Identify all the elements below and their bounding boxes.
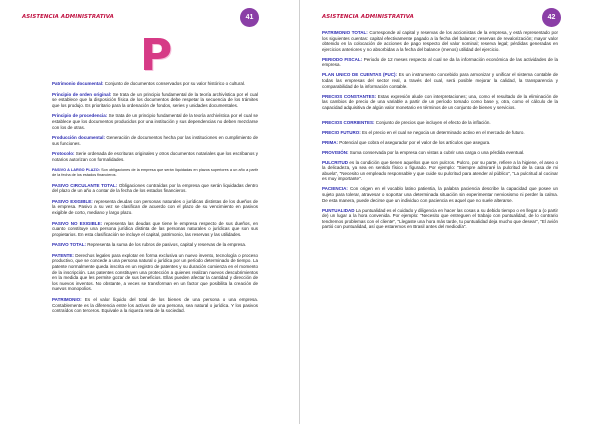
glossary-term: PRECIOS CONSTANTES: [322, 93, 377, 99]
glossary-term: PUNTUALIDAD [322, 207, 355, 213]
glossary-term: PASIVO NO EXIGIBLE: [52, 220, 103, 226]
glossary-entry [322, 160, 558, 182]
right-page-header: ASISTENCIA ADMINISTRATIVA [322, 14, 414, 20]
left-page-number: 41 [240, 8, 259, 27]
glossary-term: Patrimonio documental: [52, 81, 104, 86]
glossary-term: PASIVO EXIGIBLE: [52, 198, 93, 204]
glossary-definition: Obligaciones contraídas por la empresa que serán liquidadas dentro del plazo de un año a contar de la fecha de los estados financieros. [52, 182, 258, 194]
glossary-term: PATRIMONIO: [52, 297, 82, 303]
right-page-number: 42 [542, 8, 561, 27]
glossary-term: PATRIMONIO TOTAL: [322, 30, 368, 35]
glossary-definition: es la condición que tienen aquellos que son pulcros. Pulcro, por su parte, refiere a la higiene, el aseo o la delicadeza, ya sea en sentido físico o figurado. Por ejemplo: "Siempre admiraré la pulcritud de la casa de mi abuela", "Necesito un empleado responsable y que cuide su pulcritud para atender al público", "La pulcritud al cocinar es muy importante". [322, 159, 558, 182]
glossary-definition: Es el valor líquido del total de los bienes de una persona o una empresa. Contablemente es la diferencia entre los activos de una persona, sea natural o jurídica. Y los pasivos contraídos con terceros. Equivale a la riqueza neta de la sociedad. [52, 297, 258, 314]
glossary-term: PRECIO FUTURO: [322, 129, 361, 135]
glossary-term: PASIVO TOTAL: [52, 242, 87, 248]
glossary-definition: Conjunto de documentos conservados por su valor histórico o cultural. [103, 81, 246, 86]
glossary-entry [322, 120, 558, 126]
glossary-definition: Es un instrumento concebido para armonizar y unificar el sistema contable de todas las empresas del sector real, a través del cual, será posible mejorar la calidad, la transparencia y comparabilidad de la información contable. [322, 72, 558, 89]
drop-cap-letter: P [140, 30, 173, 81]
glossary-term: PRECIOS CORRIENTES: [322, 119, 375, 125]
glossary-entry [322, 186, 558, 203]
glossary-definition: Con origen en el vocablo latino patientia, la palabra paciencia describe la capacidad que posee un sujeto para tolerar, atravesar o soportar una determinada situación sin experimentar nerviosismo ni perder la calma. De esta manera, puede decirse que un individuo con paciencia es aquel que no suele alterarse. [322, 186, 558, 203]
glossary-term: PATENTE: [52, 252, 74, 258]
glossary-entry [52, 253, 258, 292]
glossary-entry [52, 183, 258, 194]
right-glossary-column [322, 30, 558, 234]
glossary-entry [52, 242, 258, 248]
glossary-definition: Derechos legales para explotar en forma exclusiva un nuevo invento, tecnología o proceso productivo, que se concede a una persona natural o jurídica por un período determinado de tiempo. La patente normalmente queda inscrita en un registro de patentes y su duración comienza en el momento de la inscripción. Las patentes constituyen una protección a quienes realizan nuevos descubrimientos en la medida que les permite gozar de sus beneficios. Ellas pueden afectar la cantidad y dirección de los nuevos inventos. No obstante, a veces se transforman en un factor que posibilita la creación de nuevos monopolios. [52, 252, 258, 292]
right-page [300, 0, 600, 424]
glossary-entry [52, 92, 258, 109]
glossary-definition: Serie ordenada de escrituras originales y otros documentos notariales que los escribanos y notarios autorizan con formalidades. [52, 151, 258, 162]
glossary-term: PRIMA: [322, 139, 338, 145]
glossary-definition: Representa la suma de los rubros de pasivos, capital y reservas de la empresa. [86, 242, 247, 248]
glossary-entry [322, 208, 558, 230]
glossary-term: Producción documental: [52, 135, 105, 141]
glossary-entry [52, 168, 258, 178]
left-glossary-column [52, 81, 258, 319]
glossary-definition: Estas expresión alude con interpretaciones; una, como el resultado de la eliminación de las cambios de precio de una variable a partir de un período tomado como base y, otra, como el cálculo de la capacidad adquisitiva de algún valor monetario en términos de un conjunto de bienes y servicios. [322, 93, 559, 110]
glossary-term: PASIVO A LARGO PLAZO: [52, 167, 100, 172]
glossary-definition: Se trata de un principio fundamental de la teoría archivística por el cual se establece que los documentos producidos por una institución y sus dependencias no deben mezclarse con los de otras. [52, 113, 258, 130]
glossary-definition: Generación de documentos hecha por las instituciones en cumplimiento de sus funciones. [52, 135, 258, 146]
left-page-header: ASISTENCIA ADMINISTRATIVA [22, 14, 114, 20]
glossary-term: PROVISIÓN: [322, 149, 349, 155]
glossary-definition: Corresponde al capital y reservas de los accionistas de la empresa, y está representado por los siguientes cuentas: capital efectivamente pagado a la fecha del balance; reservas de revalorización; mayor valor obtenido en la colocación de acciones de pago respecto del valor nominal; reserva legal; pérdidas generadas en ejercicios anteriores y no absorbidas a la fecha del balance (menos) utilidad del ejercicio. [322, 30, 558, 52]
glossary-term: PULCRITUD [322, 159, 348, 165]
glossary-entry [322, 150, 558, 156]
glossary-entry [322, 57, 558, 68]
glossary-entry [52, 221, 258, 238]
glossary-definition: Se trata de un principio fundamental de la teoría archivística por el cual se establece que la disposición física de los documentos debe respetar la secuencia de los trámites que los produjo. Es prioritario para la ordenación de fondos, series y unidades documentales. [52, 91, 258, 108]
glossary-term: PLAN UNICO DE CUENTAS (PUC): [322, 72, 398, 78]
glossary-definition: representa deudas con personas naturales o jurídicas distintas de los dueños de la empresa. Pasivo a su vez se clasifican de acuerdo con el plazo de su vencimiento en pasivos exigible de corto, mediano y largo plazo. [52, 198, 258, 215]
glossary-term: Principio de orden original: [52, 91, 112, 97]
glossary-entry [322, 130, 558, 136]
glossary-entry [52, 113, 258, 130]
glossary-definition: Es el precio en el cual se negocia un determinado activo en el mercado de futuro. [360, 129, 525, 135]
glossary-definition: Conjunto de precios que incluyen el efecto de la inflación. [374, 119, 491, 125]
glossary-definition: Suma conservada por la empresa con vistas a cubrir una carga o una pérdida eventual. [348, 149, 525, 155]
glossary-term: PACIENCIA: [322, 186, 348, 192]
glossary-entry [322, 72, 558, 89]
glossary-term: PASIVO CIRCULANTE TOTAL: [52, 182, 118, 188]
glossary-entry [52, 151, 258, 162]
glossary-entry [52, 199, 258, 216]
glossary-term: Principio de procedencia: [52, 113, 108, 119]
glossary-definition: representa las deudas que tiene le empresa respecto de sus dueños, en cuanto constituye una persona jurídica distinta de las personas naturales o jurídicas que son sus propietarios. En esta clasificación se incluye el capital, patrimonio, las reservas y las utilidades. [52, 220, 258, 237]
glossary-entry [52, 135, 258, 146]
glossary-term: Protocolo: [52, 151, 75, 157]
glossary-entry [52, 297, 258, 314]
glossary-entry [322, 30, 558, 52]
glossary-definition: Potencial que cobra el asegurador por el valor de los artículos que asegura. [338, 139, 491, 145]
glossary-entry [52, 81, 258, 87]
glossary-entry [322, 140, 558, 146]
glossary-definition: Son obligaciones de la empresa que serán liquidadas en plazos superiores a un año a partir de la fecha de los estados financieros. [52, 167, 259, 177]
glossary-definition: La puntualidad es el cuidado y diligencia en hacer las cosas a su debido tiempo o en llegar a (o partir de) un lugar a la hora convenida. Por ejemplo: "Necesito que entreguen el trabajo con puntualidad, de lo contrario tendremos problemas con el cliente", "Llegaste una hora más tarde, tu puntualidad deja mucho que desear", "El avión partió con puntualidad, así que estaremos en Brasil antes del mediodía". [322, 207, 558, 230]
glossary-entry [322, 94, 558, 111]
glossary-definition: Periodo de 12 meses respecto al cual se da la información económica de las actividades de la empresa. [322, 56, 558, 68]
glossary-term: PERIODO FISCAL: [322, 56, 363, 62]
